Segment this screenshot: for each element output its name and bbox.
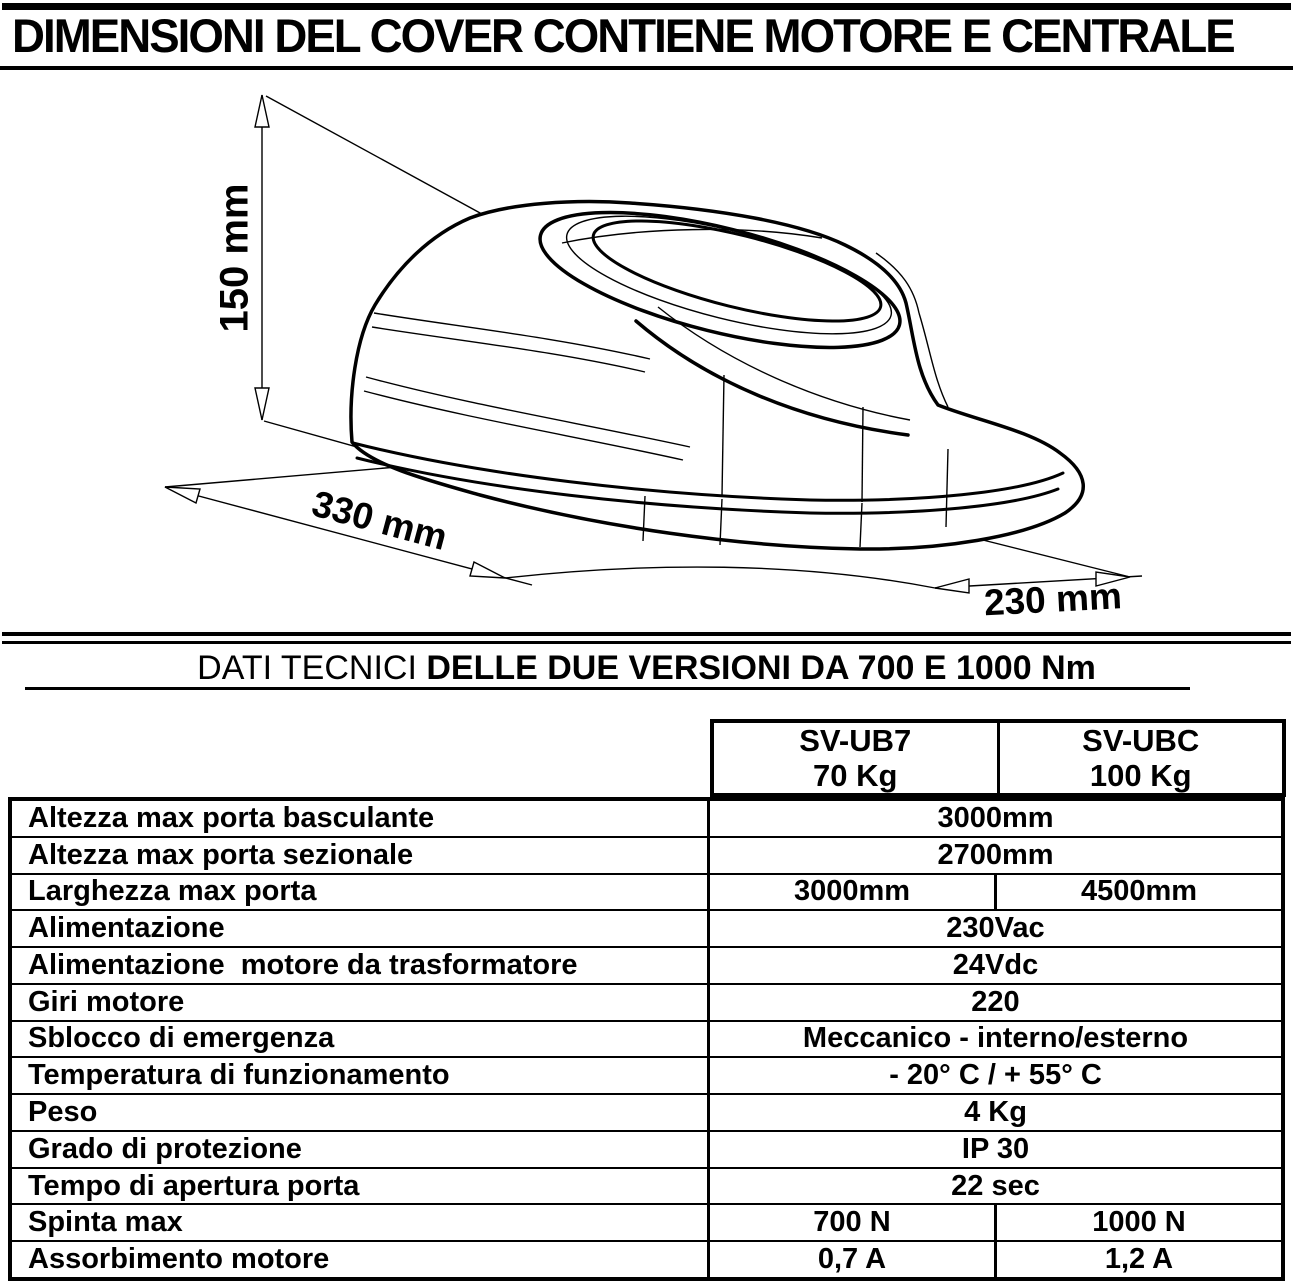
dimension-width (165, 483, 532, 585)
dim-330-label: 330 mm (307, 482, 452, 559)
section-underline (25, 687, 1190, 690)
spec-value: 1,2 A (994, 1242, 1281, 1277)
spec-value: 700 N (813, 1206, 891, 1239)
spec-table-body (8, 797, 1285, 1281)
spec-value: 1000 N (994, 1205, 1281, 1240)
spec-label: Altezza max porta sezionale (12, 838, 710, 873)
spec-label: Assorbimento motore (12, 1242, 710, 1277)
table-row (12, 801, 1281, 838)
spec-label: Alimentazione (12, 911, 710, 946)
spec-value: 4 Kg (964, 1096, 1027, 1128)
spec-label: Sblocco di emergenza (12, 1022, 710, 1057)
motor-cover-illustration (351, 185, 1083, 549)
section-title (0, 648, 1293, 688)
spec-label: Tempo di apertura porta (12, 1169, 710, 1204)
spec-label: Temperatura di funzionamento (12, 1058, 710, 1093)
spec-value: 22 sec (951, 1169, 1040, 1202)
column-header-sv-ubc (997, 723, 1283, 793)
spec-label: Altezza max porta basculante (12, 801, 710, 836)
column-header-sv-ub7 (714, 723, 997, 793)
table-row (12, 838, 1281, 875)
table-row (12, 948, 1281, 985)
model-weight: 70 Kg (813, 758, 898, 793)
dim-230-label: 230 mm (982, 575, 1123, 624)
table-row (12, 1058, 1281, 1095)
table-row (12, 985, 1281, 1022)
model-weight: 100 Kg (1089, 758, 1192, 793)
dimension-height (213, 95, 269, 420)
spec-value: 2700mm (937, 838, 1054, 871)
dim-150-label: 150 mm (212, 183, 257, 333)
section-divider-bottom (2, 641, 1291, 644)
table-row (12, 911, 1281, 948)
table-row (12, 1022, 1281, 1059)
section-title-bold: DELLE DUE VERSIONI DA 700 E 1000 Nm (426, 649, 1096, 687)
section-divider-top (2, 632, 1291, 636)
spec-value: IP 30 (961, 1132, 1030, 1165)
table-row (12, 1169, 1281, 1206)
spec-value: 4500mm (994, 875, 1281, 910)
spec-value: 220 (971, 985, 1020, 1018)
technical-drawing (0, 75, 1293, 630)
spec-value: 0,7 A (817, 1243, 887, 1276)
spec-label: Alimentazione motore da trasformatore (12, 948, 710, 983)
spec-label: Grado di protezione (12, 1132, 710, 1167)
dimension-depth (935, 572, 1142, 623)
section-title-regular: DATI TECNICI (197, 649, 427, 687)
spec-value: - 20° C / + 55° C (889, 1059, 1102, 1092)
spec-table-header (710, 719, 1286, 797)
page-title: DIMENSIONI DEL COVER CONTIENE MOTORE E CENTRALE (12, 9, 1234, 62)
spec-value: Meccanico - interno/esterno (802, 1022, 1189, 1055)
spec-label: Larghezza max porta (12, 875, 710, 910)
spec-value: 3000mm (937, 801, 1054, 834)
spec-value: 3000mm (793, 875, 911, 908)
table-row (12, 1095, 1281, 1132)
spec-label: Spinta max (12, 1205, 710, 1240)
spec-label: Giri motore (12, 985, 710, 1020)
table-row (12, 1242, 1281, 1277)
spec-value: 230Vac (946, 912, 1045, 945)
table-row (12, 1205, 1281, 1242)
model-name: SV-UBC (1082, 723, 1200, 758)
model-name: SV-UB7 (799, 723, 912, 758)
spec-label: Peso (12, 1095, 710, 1130)
table-row (12, 1132, 1281, 1169)
table-row (12, 875, 1281, 912)
spec-value: 24Vdc (952, 948, 1039, 981)
title-underline (0, 66, 1293, 70)
